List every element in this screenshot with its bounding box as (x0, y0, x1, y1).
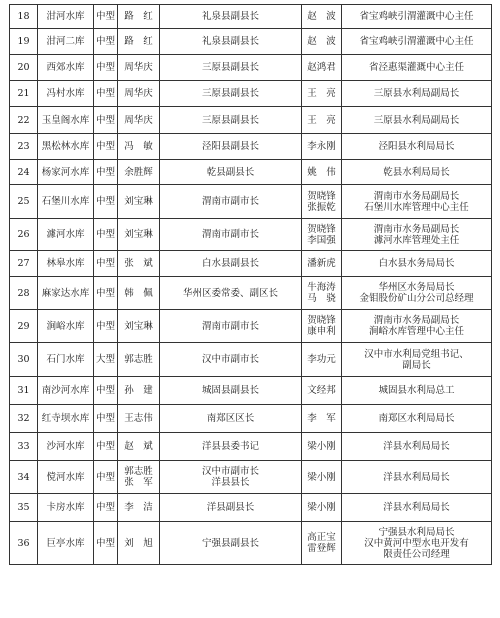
government-position-cell (160, 160, 302, 185)
department-official-line: 赵 波 (307, 11, 336, 22)
department-official-cell (302, 219, 342, 251)
government-official-cell (118, 219, 160, 251)
government-position-line: 洋县副县长 (206, 502, 255, 513)
department-official-line: 李功元 (307, 354, 336, 365)
government-position-cell (160, 81, 302, 107)
department-position-line: 宁强县水利局局长 (378, 526, 455, 538)
reservoir-name-cell: 红寺坝水库 (38, 405, 94, 433)
department-official-line: 姚 伟 (307, 166, 336, 178)
government-position-line: 宁强县副县长 (201, 537, 259, 549)
department-position-line: 华州区水务局局长 (378, 282, 455, 293)
serial-number-cell: 34 (10, 461, 38, 494)
department-official-cell (302, 5, 342, 29)
government-official-line: 王志伟 (124, 413, 153, 424)
department-position-line: 限责任公司经理 (383, 548, 450, 560)
government-position-cell (160, 251, 302, 277)
government-official-line: 余胜辉 (124, 166, 153, 178)
reservoir-name-cell: 南沙河水库 (38, 377, 94, 405)
department-official-line: 梁小刚 (307, 441, 336, 452)
department-position-cell (342, 277, 492, 310)
department-official-cell (302, 522, 342, 565)
department-position-line: 澽河水库管理处主任 (373, 234, 460, 246)
table-row (10, 377, 492, 405)
department-position-line: 乾县水利局局长 (383, 166, 450, 178)
department-official-line: 李 军 (307, 413, 336, 424)
department-official-line: 梁小刚 (307, 471, 336, 483)
government-official-line: 孙 建 (124, 385, 153, 396)
table-row (10, 134, 492, 160)
government-position-line: 渭南市副市长 (201, 320, 259, 332)
scale-cell: 中型 (94, 405, 118, 433)
department-position-line: 省宝鸡峡引渭灌溉中心主任 (359, 36, 474, 47)
government-position-line: 汉中市副市长 (201, 354, 259, 365)
government-position-line: 洋县县长 (211, 477, 250, 488)
department-position-line: 副局长 (402, 359, 431, 371)
department-official-line: 王 亮 (307, 114, 336, 126)
reservoir-name-cell: 林皋水库 (38, 251, 94, 277)
scale-cell: 中型 (94, 494, 118, 522)
department-position-cell (342, 219, 492, 251)
government-official-line: 张 军 (124, 477, 153, 488)
department-position-cell (342, 494, 492, 522)
reservoir-name-cell: 卡房水库 (38, 494, 94, 522)
department-official-cell (302, 461, 342, 494)
table-row (10, 461, 492, 494)
government-position-cell (160, 461, 302, 494)
department-position-cell (342, 310, 492, 343)
department-position-cell (342, 107, 492, 134)
reservoir-name-cell: 泔河水库 (38, 5, 94, 29)
serial-number-cell: 22 (10, 107, 38, 134)
department-official-line: 赵 波 (307, 36, 336, 47)
department-official-cell (302, 29, 342, 55)
scale-cell: 中型 (94, 5, 118, 29)
serial-number-cell: 24 (10, 160, 38, 185)
government-position-line: 渭南市副市长 (201, 229, 259, 240)
department-official-cell (302, 107, 342, 134)
government-official-cell (118, 377, 160, 405)
scale-cell: 中型 (94, 277, 118, 310)
table-row (10, 251, 492, 277)
government-position-line: 洋县县委书记 (201, 441, 259, 452)
government-position-line: 华州区委常委、副区长 (182, 287, 278, 299)
table-row (10, 405, 492, 433)
table-row (10, 107, 492, 134)
department-position-line: 省泾惠渠灌溉中心主任 (368, 62, 464, 73)
department-position-cell (342, 461, 492, 494)
government-position-cell (160, 310, 302, 343)
department-position-cell (342, 134, 492, 160)
table-row (10, 310, 492, 343)
serial-number-cell: 35 (10, 494, 38, 522)
reservoir-name-cell: 杨家河水库 (38, 160, 94, 185)
reservoir-name-cell: 石门水库 (38, 343, 94, 377)
government-position-cell (160, 377, 302, 405)
government-official-line: 刘 旭 (124, 537, 153, 549)
department-official-cell (302, 494, 342, 522)
department-position-cell (342, 185, 492, 219)
government-official-line: 郭志胜 (124, 354, 153, 365)
scale-cell: 中型 (94, 185, 118, 219)
scale-cell: 中型 (94, 522, 118, 565)
government-official-cell (118, 343, 160, 377)
table-row (10, 522, 492, 565)
department-position-cell (342, 405, 492, 433)
table-row (10, 219, 492, 251)
department-position-line: 洋县水利局局长 (383, 471, 450, 483)
government-official-line: 冯 敏 (124, 141, 153, 152)
department-position-line: 省宝鸡峡引渭灌溉中心主任 (359, 11, 474, 22)
government-position-line: 礼泉县副县长 (201, 36, 259, 47)
table-row (10, 185, 492, 219)
government-position-cell (160, 29, 302, 55)
government-official-cell (118, 433, 160, 461)
reservoir-name-cell: 巨亭水库 (38, 522, 94, 565)
government-official-line: 郭志胜 (124, 466, 153, 477)
serial-number-cell: 29 (10, 310, 38, 343)
government-official-line: 周华庆 (124, 114, 153, 126)
government-position-cell (160, 494, 302, 522)
reservoir-name-cell: 沙河水库 (38, 433, 94, 461)
department-position-line: 金钼股份矿山分公司总经理 (359, 293, 474, 304)
table-row (10, 343, 492, 377)
department-official-line: 李永刚 (307, 141, 336, 152)
department-position-line: 南郑区水利局局长 (378, 413, 455, 424)
government-official-cell (118, 29, 160, 55)
serial-number-cell: 28 (10, 277, 38, 310)
department-position-cell (342, 433, 492, 461)
government-official-line: 周华庆 (124, 88, 153, 99)
serial-number-cell: 19 (10, 29, 38, 55)
department-position-cell (342, 251, 492, 277)
reservoir-name-cell: 涧峪水库 (38, 310, 94, 343)
table-row (10, 277, 492, 310)
department-official-cell (302, 277, 342, 310)
table-row (10, 55, 492, 81)
department-official-cell (302, 433, 342, 461)
government-official-cell (118, 185, 160, 219)
serial-number-cell: 18 (10, 5, 38, 29)
reservoir-name-cell: 冯村水库 (38, 81, 94, 107)
scale-cell: 中型 (94, 55, 118, 81)
government-position-line: 南郑区区长 (206, 413, 255, 424)
department-position-line: 三原县水利局副局长 (373, 114, 460, 126)
department-position-line: 洋县水利局局长 (383, 441, 450, 452)
government-official-cell (118, 461, 160, 494)
government-position-line: 白水县副县长 (201, 258, 259, 269)
government-official-cell (118, 107, 160, 134)
government-official-cell (118, 310, 160, 343)
table-row (10, 160, 492, 185)
department-official-cell (302, 343, 342, 377)
department-official-line: 贺晓锋 (307, 223, 336, 235)
department-position-line: 渭南市水务局副局长 (373, 315, 460, 326)
government-official-line: 周华庆 (124, 62, 153, 73)
scale-cell: 中型 (94, 81, 118, 107)
serial-number-cell: 25 (10, 185, 38, 219)
government-official-line: 赵 斌 (124, 441, 153, 452)
department-official-line: 梁小刚 (307, 502, 336, 513)
department-official-cell (302, 405, 342, 433)
department-position-line: 泾阳县水利局局长 (378, 141, 455, 152)
government-official-line: 路 红 (124, 36, 153, 47)
government-position-line: 三原县副县长 (201, 62, 259, 73)
department-official-cell (302, 160, 342, 185)
reservoir-name-cell: 麻家达水库 (38, 277, 94, 310)
reservoir-name-cell: 西郊水库 (38, 55, 94, 81)
government-official-cell (118, 494, 160, 522)
government-position-cell (160, 405, 302, 433)
government-official-cell (118, 522, 160, 565)
department-position-cell (342, 522, 492, 565)
table-body (10, 5, 492, 565)
government-position-cell (160, 134, 302, 160)
government-official-cell (118, 55, 160, 81)
government-position-cell (160, 55, 302, 81)
table-row (10, 494, 492, 522)
serial-number-cell: 36 (10, 522, 38, 565)
government-official-cell (118, 251, 160, 277)
scale-cell: 中型 (94, 461, 118, 494)
department-position-line: 汉中市水利局党组书记、 (364, 348, 469, 360)
reservoir-name-cell: 黑松林水库 (38, 134, 94, 160)
scale-cell: 中型 (94, 219, 118, 251)
department-official-line: 贺晓锋 (307, 190, 336, 202)
government-position-line: 城固县副县长 (201, 385, 259, 396)
government-official-cell (118, 134, 160, 160)
reservoir-name-cell: 澽河水库 (38, 219, 94, 251)
department-official-line: 马 骁 (307, 293, 336, 304)
government-official-cell (118, 5, 160, 29)
government-official-cell (118, 405, 160, 433)
table-row (10, 433, 492, 461)
department-position-line: 白水县水务局局长 (378, 258, 455, 269)
reservoir-name-cell: 石堡川水库 (38, 185, 94, 219)
table-row (10, 29, 492, 55)
department-position-line: 城固县水利局总工 (378, 385, 455, 396)
department-official-line: 王 亮 (307, 88, 336, 99)
department-official-cell (302, 251, 342, 277)
scale-cell: 中型 (94, 29, 118, 55)
department-position-cell (342, 5, 492, 29)
department-official-cell (302, 134, 342, 160)
government-position-line: 三原县副县长 (201, 88, 259, 99)
scale-cell: 中型 (94, 134, 118, 160)
serial-number-cell: 20 (10, 55, 38, 81)
serial-number-cell: 32 (10, 405, 38, 433)
table-row (10, 81, 492, 107)
department-official-line: 李国强 (307, 234, 336, 246)
department-position-line: 三原县水利局副局长 (373, 88, 460, 99)
serial-number-cell: 26 (10, 219, 38, 251)
reservoir-responsibility-table (9, 4, 492, 565)
government-position-cell (160, 433, 302, 461)
government-position-cell (160, 219, 302, 251)
scale-cell: 中型 (94, 310, 118, 343)
government-position-line: 汉中市副市长 (201, 466, 259, 477)
department-position-cell (342, 377, 492, 405)
government-official-line: 刘宝琳 (124, 229, 153, 240)
government-official-line: 李 洁 (124, 502, 153, 513)
reservoir-name-cell: 泔河二库 (38, 29, 94, 55)
department-official-line: 赵鸿君 (307, 62, 336, 73)
government-official-line: 韩 佩 (124, 287, 153, 299)
government-official-cell (118, 160, 160, 185)
department-position-line: 渭南市水务局副局长 (373, 190, 460, 202)
department-official-line: 牛海涛 (307, 282, 336, 293)
department-official-cell (302, 310, 342, 343)
department-position-line: 汉中黄河中型水电开发有 (364, 537, 469, 549)
scale-cell: 中型 (94, 377, 118, 405)
department-official-line: 贺晓锋 (307, 315, 336, 326)
department-position-cell (342, 343, 492, 377)
government-position-line: 三原县副县长 (201, 114, 259, 126)
department-official-cell (302, 81, 342, 107)
government-position-cell (160, 277, 302, 310)
serial-number-cell: 31 (10, 377, 38, 405)
government-position-line: 礼泉县副县长 (201, 11, 259, 22)
reservoir-name-cell: 玉皇阁水库 (38, 107, 94, 134)
department-official-line: 潘新虎 (307, 258, 336, 269)
serial-number-cell: 27 (10, 251, 38, 277)
government-position-line: 乾县副县长 (206, 166, 255, 178)
government-position-cell (160, 522, 302, 565)
government-official-line: 路 红 (124, 11, 153, 22)
government-official-cell (118, 81, 160, 107)
department-official-line: 文经邦 (307, 385, 336, 396)
government-position-cell (160, 107, 302, 134)
government-official-line: 刘宝琳 (124, 320, 153, 332)
government-official-line: 张 斌 (124, 258, 153, 269)
serial-number-cell: 33 (10, 433, 38, 461)
department-position-line: 石堡川水库管理中心主任 (364, 201, 469, 213)
scale-cell: 中型 (94, 433, 118, 461)
scale-cell: 中型 (94, 160, 118, 185)
serial-number-cell: 21 (10, 81, 38, 107)
department-official-cell (302, 55, 342, 81)
scale-cell: 大型 (94, 343, 118, 377)
serial-number-cell: 23 (10, 134, 38, 160)
department-position-line: 洋县水利局局长 (383, 502, 450, 513)
department-official-line: 高正宝 (307, 532, 336, 543)
scale-cell: 中型 (94, 251, 118, 277)
reservoir-name-cell: 傥河水库 (38, 461, 94, 494)
table-row (10, 5, 492, 29)
department-position-line: 涧峪水库管理中心主任 (368, 326, 464, 337)
serial-number-cell: 30 (10, 343, 38, 377)
government-official-cell (118, 277, 160, 310)
department-position-line: 渭南市水务局副局长 (373, 223, 460, 235)
government-official-line: 刘宝琳 (124, 196, 153, 207)
department-official-line: 张振乾 (307, 201, 336, 213)
department-official-cell (302, 377, 342, 405)
government-position-line: 渭南市副市长 (201, 196, 259, 207)
government-position-cell (160, 343, 302, 377)
department-position-cell (342, 160, 492, 185)
department-position-cell (342, 55, 492, 81)
department-official-line: 康申利 (307, 326, 336, 337)
government-position-cell (160, 185, 302, 219)
department-position-cell (342, 81, 492, 107)
department-official-line: 雷登辉 (307, 543, 336, 554)
government-position-line: 泾阳县副县长 (201, 141, 259, 152)
scale-cell: 中型 (94, 107, 118, 134)
government-position-cell (160, 5, 302, 29)
department-official-cell (302, 185, 342, 219)
department-position-cell (342, 29, 492, 55)
